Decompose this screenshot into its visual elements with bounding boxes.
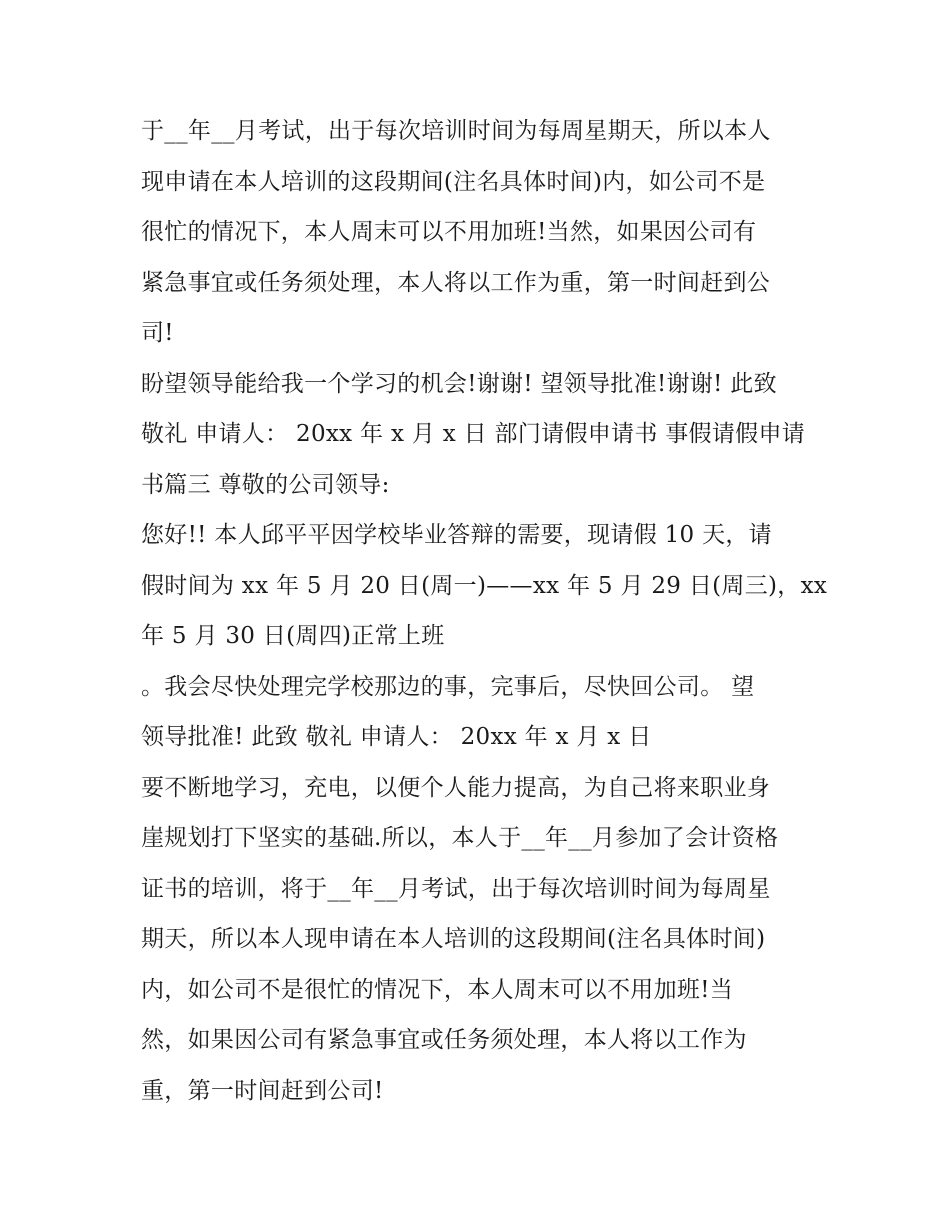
text-line: 领导批准! 此致 敬礼 申请人： 20xx 年 x 月 x 日 [141,724,652,750]
text-line: 崖规划打下坚实的基础.所以，本人于__年__月参加了会计资格 [141,825,779,851]
text-line: 要不断地学习，充电，以便个人能力提高，为自己将来职业身 [141,774,771,801]
text-line: 然，如果因公司有紧急事宜或任务须处理，本人将以工作为 [141,1027,747,1053]
text-line: 司! [141,320,174,346]
text-line: 重，第一时间赶到公司! [141,1077,384,1104]
text-line: 您好!! 本人邱平平因学校毕业答辩的需要，现请假 10 天，请 [141,522,772,548]
text-line: 。我会尽快处理完学校那边的事，完事后，尽快回公司。 望 [141,673,755,700]
text-line: 假时间为 xx 年 5 月 20 日(周一)——xx 年 5 月 29 日(周三)，xx [141,572,828,599]
text-line: 现申请在本人培训的这段期间(注名具体时间)内，如公司不是 [141,168,766,195]
text-line: 盼望领导能给我一个学习的机会!谢谢! 望领导批准!谢谢! 此致 [141,370,777,397]
text-line: 内，如公司不是很忙的情况下，本人周末可以不用加班!当 [141,976,734,1003]
text-line: 证书的培训，将于__年__月考试，出于每次培训时间为每周星 [141,875,771,902]
text-line: 敬礼 申请人： 20xx 年 x 月 x 日 部门请假申请书 事假请假申请 [141,421,806,447]
text-line: 很忙的情况下，本人周末可以不用加班!当然，如果因公司有 [141,219,757,245]
text-line: 期天，所以本人现申请在本人培训的这段期间(注名具体时间) [141,926,766,952]
text-line: 年 5 月 30 日(周四)正常上班 [141,623,445,649]
text-line: 于__年__月考试，出于每次培训时间为每周星期天，所以本人 [141,118,771,144]
text-line: 书篇三 尊敬的公司领导: [141,471,390,498]
text-line: 紧急事宜或任务须处理，本人将以工作为重，第一时间赶到公 [141,269,771,296]
document-body-text [141,106,828,1116]
